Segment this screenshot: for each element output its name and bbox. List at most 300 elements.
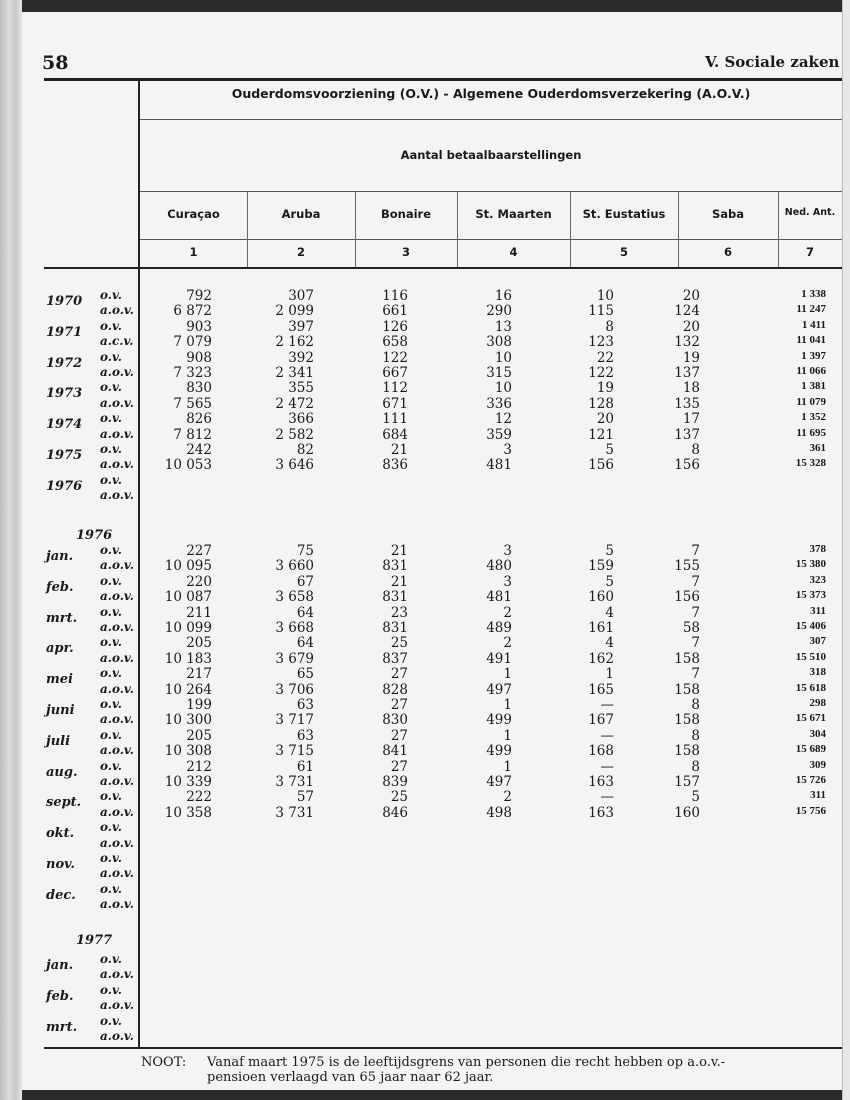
table-cell: 13 xyxy=(494,318,512,335)
table-cell: 7 xyxy=(691,573,700,590)
table-cell: 17 xyxy=(682,411,700,428)
table-cell: 212 xyxy=(186,758,212,775)
table-cell: 1 411 xyxy=(801,318,826,331)
type-label-ov: o.v. xyxy=(100,727,122,742)
column-number: 4 xyxy=(509,245,518,259)
column-divider xyxy=(570,191,571,267)
table-cell: 841 xyxy=(382,743,408,760)
table-cell: 63 xyxy=(296,697,314,713)
table-cell: 10 053 xyxy=(164,457,212,474)
table-cell: 7 565 xyxy=(173,395,212,412)
table-cell: 11 066 xyxy=(796,365,826,377)
table-cell: 65 xyxy=(296,666,314,683)
table-cell: 828 xyxy=(382,681,408,698)
table-cell: 10 264 xyxy=(164,681,212,698)
table-cell: 903 xyxy=(186,318,212,335)
table-cell: 25 xyxy=(390,635,408,652)
type-label-ov: o.v. xyxy=(100,952,122,966)
type-label-ov: o.v. xyxy=(100,573,122,588)
column-header: Ned. Ant. xyxy=(784,207,836,218)
type-label-aov: a.o.v. xyxy=(100,743,134,758)
table-cell: 20 xyxy=(682,318,700,335)
table-cell: 162 xyxy=(588,650,614,667)
table-cell: 3 658 xyxy=(275,589,314,606)
type-label-ov: o.v. xyxy=(100,543,122,557)
type-label-ov: o.v. xyxy=(100,697,122,711)
table-cell: 392 xyxy=(288,349,314,366)
table-cell: 361 xyxy=(809,442,826,454)
column-number: 1 xyxy=(189,245,198,259)
type-label-aov: a.o.v. xyxy=(100,365,134,379)
table-cell: 160 xyxy=(588,589,614,606)
table-cell: 156 xyxy=(674,589,700,606)
footnote xyxy=(141,1055,725,1085)
table-cell: 311 xyxy=(810,789,826,802)
column-divider xyxy=(247,191,248,267)
table-cell: 831 xyxy=(382,558,408,575)
type-label-ov: o.v. xyxy=(100,1013,122,1028)
table-cell: 15 373 xyxy=(795,589,826,602)
table-cell: 211 xyxy=(186,604,212,621)
table-cell: 22 xyxy=(596,349,614,366)
table-cell: 837 xyxy=(382,650,408,667)
table-cell: 355 xyxy=(288,380,314,397)
header-rule xyxy=(140,239,842,240)
table-cell: 3 717 xyxy=(275,712,314,729)
table-cell: 830 xyxy=(186,380,212,397)
table-cell: 137 xyxy=(674,365,700,381)
table-cell: 21 xyxy=(390,573,408,590)
table-cell: 5 xyxy=(605,543,614,559)
table-cell: 156 xyxy=(674,457,700,474)
table-cell: 497 xyxy=(486,681,512,698)
table-cell: 121 xyxy=(588,426,614,443)
table-cell: 4 xyxy=(605,635,614,652)
column-header: St. Maarten xyxy=(475,207,552,221)
table-cell: 19 xyxy=(596,380,614,397)
table-cell: 1 338 xyxy=(801,288,826,300)
table-cell: 27 xyxy=(390,697,408,713)
table-cell: 156 xyxy=(588,457,614,474)
table-cell: 1 xyxy=(605,666,614,683)
column-divider xyxy=(457,191,458,267)
table-cell: 63 xyxy=(296,727,314,744)
table-cell: 10 xyxy=(494,380,512,397)
table-cell: 64 xyxy=(296,635,314,652)
table-cell: 8 xyxy=(691,727,700,744)
table-cell: 336 xyxy=(486,395,512,412)
table-cell: 58 xyxy=(682,620,700,636)
column-divider xyxy=(678,191,679,267)
table-cell: 15 328 xyxy=(795,457,826,470)
row-label: 1972 xyxy=(46,355,83,371)
table-cell: 205 xyxy=(186,635,212,652)
table-cell: 366 xyxy=(288,411,314,428)
row-label: 1970 xyxy=(46,294,83,309)
row-label: feb. xyxy=(46,988,74,1004)
type-label-ov: o.v. xyxy=(100,666,122,681)
type-label-aov: a.o.v. xyxy=(100,712,134,727)
table-cell: 3 xyxy=(503,442,512,458)
table-cell: 10 095 xyxy=(164,558,212,575)
row-label: juni xyxy=(46,703,75,718)
table-cell: 480 xyxy=(486,558,512,575)
type-label-ov: o.v. xyxy=(100,851,122,865)
table-cell: 2 341 xyxy=(275,365,314,381)
table-cell: 5 xyxy=(605,573,614,590)
table-cell: 126 xyxy=(382,318,408,335)
type-label-aov: a.o.v. xyxy=(100,681,134,696)
type-label-ov: o.v. xyxy=(100,820,122,835)
table-cell: 168 xyxy=(588,743,614,760)
table-cell: 21 xyxy=(390,442,408,458)
table-cell: 10 xyxy=(596,288,614,304)
table-cell: 23 xyxy=(390,604,408,621)
table-cell: 3 679 xyxy=(275,650,314,667)
table-cell: 311 xyxy=(810,604,826,617)
table-cell: — xyxy=(600,697,614,713)
row-label: jan. xyxy=(46,549,74,564)
table-cell: 499 xyxy=(486,712,512,729)
table-bottom-rule xyxy=(44,1047,842,1049)
table-cell: 5 xyxy=(605,442,614,458)
column-header: Saba xyxy=(711,207,745,221)
table-cell: 908 xyxy=(186,349,212,366)
type-label-ov: o.v. xyxy=(100,758,122,773)
table-cell: 157 xyxy=(674,774,700,790)
table-cell: 7 812 xyxy=(173,426,212,443)
table-cell: 15 726 xyxy=(795,774,826,786)
table-cell: 5 xyxy=(691,789,700,806)
table-cell: 10 099 xyxy=(164,620,212,636)
type-label-ov: o.v. xyxy=(100,635,122,650)
table-cell: 3 xyxy=(503,573,512,590)
table-cell: 11 041 xyxy=(796,334,826,347)
type-label-aov: a.o.v. xyxy=(100,303,134,318)
table-cell: 75 xyxy=(296,543,314,559)
column-number: 7 xyxy=(805,245,814,259)
type-label-aov: a.o.v. xyxy=(100,589,134,604)
table-cell: 3 660 xyxy=(275,558,314,575)
table-cell: 112 xyxy=(382,380,408,397)
table-title: Ouderdomsvoorziening (O.V.) - Algemene Ouderdomsverzekering (A.O.V.) xyxy=(231,86,751,101)
table-cell: 10 339 xyxy=(164,774,212,790)
table-cell: 846 xyxy=(382,804,408,821)
table-cell: 167 xyxy=(588,712,614,729)
table-cell: 307 xyxy=(809,635,826,648)
table-cell: 318 xyxy=(809,666,826,679)
table-cell: 82 xyxy=(296,442,314,458)
header-rule xyxy=(140,191,842,192)
table-cell: 11 695 xyxy=(796,426,826,439)
table-cell: 19 xyxy=(682,349,700,366)
table-cell: 481 xyxy=(486,589,512,606)
type-label-aov: a.o.v. xyxy=(100,998,134,1013)
row-label: mrt. xyxy=(46,610,78,626)
table-cell: 2 162 xyxy=(275,334,314,351)
footnote-line-1: Vanaf maart 1975 is de leeftijdsgrens van personen die recht hebben op a.o.v.- xyxy=(207,1055,726,1070)
table-cell: 489 xyxy=(486,620,512,636)
table-cell: 839 xyxy=(382,774,408,790)
type-label-ov: o.v. xyxy=(100,349,122,364)
table-cell: 1 xyxy=(503,666,512,683)
table-cell: 2 xyxy=(503,604,512,621)
table-cell: 671 xyxy=(382,395,408,412)
column-number: 2 xyxy=(296,245,305,259)
type-label-aov: a.c.v. xyxy=(100,334,134,349)
table-cell: 836 xyxy=(382,457,408,474)
table-cell: 227 xyxy=(186,543,212,559)
table-cell: 1 xyxy=(503,758,512,775)
table-cell: 667 xyxy=(382,365,408,381)
column-number: 5 xyxy=(619,245,628,259)
table-cell: 684 xyxy=(382,426,408,443)
table-cell: 25 xyxy=(390,789,408,806)
type-label-aov: a.o.v. xyxy=(100,835,134,850)
table-cell: 220 xyxy=(186,573,212,590)
row-label: mei xyxy=(46,672,73,688)
type-label-ov: o.v. xyxy=(100,982,122,997)
table-cell: 499 xyxy=(486,743,512,760)
table-cell: 124 xyxy=(674,303,700,320)
row-label: okt. xyxy=(46,826,75,842)
row-label: dec. xyxy=(46,887,76,903)
type-label-ov: o.v. xyxy=(100,789,122,804)
table-cell: 830 xyxy=(382,712,408,729)
table-cell: 2 472 xyxy=(275,395,314,412)
type-label-aov: a.o.v. xyxy=(100,866,134,881)
table-cell: 290 xyxy=(486,303,512,320)
table-cell: 137 xyxy=(674,426,700,443)
type-label-aov: a.o.v. xyxy=(100,804,134,819)
table-cell: 304 xyxy=(809,727,826,740)
table-cell: 3 715 xyxy=(275,743,314,760)
facing-page-edge xyxy=(842,0,850,1100)
table-cell: 1 xyxy=(503,727,512,744)
page-number: 58 xyxy=(42,52,69,74)
table-cell: 826 xyxy=(186,411,212,428)
table-cell: 831 xyxy=(382,589,408,606)
table-cell: 15 689 xyxy=(795,743,826,756)
type-label-ov: o.v. xyxy=(100,442,122,456)
table-cell: 498 xyxy=(486,804,512,821)
type-label-aov: a.o.v. xyxy=(100,457,134,472)
table-cell: 2 xyxy=(503,789,512,806)
table-cell: 308 xyxy=(486,334,512,351)
table-cell: 7 xyxy=(691,635,700,652)
table-cell: 20 xyxy=(596,411,614,428)
table-cell: 61 xyxy=(296,758,314,775)
type-label-aov: a.o.v. xyxy=(100,774,134,788)
type-label-ov: o.v. xyxy=(100,472,122,487)
table-cell: 792 xyxy=(186,288,212,304)
table-cell: 128 xyxy=(588,395,614,412)
column-header: Curaçao xyxy=(167,207,220,221)
column-header: Aruba xyxy=(281,207,321,221)
table-cell: — xyxy=(600,758,614,775)
header-rule xyxy=(140,119,842,120)
table-cell: 397 xyxy=(288,318,314,335)
table-cell: 298 xyxy=(809,697,826,709)
table-cell: 158 xyxy=(674,650,700,667)
table-cell: 15 510 xyxy=(795,650,826,663)
table-cell: 8 xyxy=(605,318,614,335)
table-cell: 307 xyxy=(288,288,314,304)
type-label-ov: o.v. xyxy=(100,411,122,426)
table-cell: 7 079 xyxy=(173,334,212,351)
footnote-line-2: pensioen verlaagd van 65 jaar naar 62 jaar. xyxy=(207,1070,494,1085)
table-cell: 111 xyxy=(382,411,408,428)
row-label: 1975 xyxy=(46,448,83,463)
table-cell: 15 671 xyxy=(795,712,826,725)
table-cell: — xyxy=(600,727,614,744)
column-header: Bonaire xyxy=(380,207,432,221)
table-cell: 7 xyxy=(691,604,700,621)
table-cell: 158 xyxy=(674,712,700,729)
table-cell: 4 xyxy=(605,604,614,621)
table-cell: 20 xyxy=(682,288,700,304)
table-cell: 15 756 xyxy=(795,804,826,817)
row-label: 1976 xyxy=(46,478,83,494)
table-cell: 122 xyxy=(588,365,614,381)
table-cell: 7 xyxy=(691,543,700,559)
row-label: mrt. xyxy=(46,1019,78,1035)
table-cell: 661 xyxy=(382,303,408,320)
row-label: aug. xyxy=(46,764,78,780)
row-label: 1971 xyxy=(46,324,83,340)
stub-column-rule xyxy=(138,81,140,1047)
table-cell: 315 xyxy=(486,365,512,381)
table-cell: 3 731 xyxy=(275,804,314,821)
table-cell: 481 xyxy=(486,457,512,474)
row-label: 1974 xyxy=(46,417,83,433)
table-cell: 323 xyxy=(809,573,826,586)
table-cell: 155 xyxy=(674,558,700,575)
row-label: nov. xyxy=(46,857,75,872)
table-cell: 199 xyxy=(186,697,212,713)
table-cell: 161 xyxy=(588,620,614,636)
table-cell: 123 xyxy=(588,334,614,351)
table-cell: 18 xyxy=(682,380,700,397)
table-cell: 11 247 xyxy=(796,303,826,316)
column-divider xyxy=(778,191,779,267)
table-cell: 21 xyxy=(390,543,408,559)
table-cell: 163 xyxy=(588,804,614,821)
year-heading: 1976 xyxy=(76,528,113,543)
table-cell: 2 099 xyxy=(275,303,314,320)
table-cell: 163 xyxy=(588,774,614,790)
table-cell: 10 308 xyxy=(164,743,212,760)
table-cell: 15 406 xyxy=(795,620,826,632)
column-header: St. Eustatius xyxy=(582,207,666,221)
table-cell: 135 xyxy=(674,395,700,412)
table-cell: 8 xyxy=(691,697,700,713)
row-label: feb. xyxy=(46,579,74,595)
footnote-key: NOOT: xyxy=(141,1055,187,1070)
table-cell: 158 xyxy=(674,681,700,698)
table-cell: 15 380 xyxy=(795,558,826,571)
table-cell: 7 323 xyxy=(173,365,212,381)
table-cell: 15 618 xyxy=(795,681,826,694)
type-label-aov: a.o.v. xyxy=(100,650,134,665)
table-cell: 12 xyxy=(494,411,512,428)
table-cell: 217 xyxy=(186,666,212,683)
table-cell: 3 xyxy=(503,543,512,559)
table-cell: 359 xyxy=(486,426,512,443)
type-label-aov: a.o.v. xyxy=(100,1029,134,1043)
table-cell: 8 xyxy=(691,758,700,775)
row-label: apr. xyxy=(46,641,74,657)
table-cell: 1 xyxy=(503,697,512,713)
header-bottom-rule xyxy=(44,267,842,269)
type-label-aov: a.o.v. xyxy=(100,620,134,634)
table-cell: 67 xyxy=(296,573,314,590)
table-cell: 159 xyxy=(588,558,614,575)
table-cell: 10 183 xyxy=(164,650,212,667)
type-label-aov: a.o.v. xyxy=(100,558,134,573)
type-label-aov: a.o.v. xyxy=(100,897,134,912)
type-label-aov: a.o.v. xyxy=(100,395,134,410)
type-label-ov: o.v. xyxy=(100,604,122,619)
table-cell: 3 731 xyxy=(275,774,314,790)
table-cell: 115 xyxy=(588,303,614,320)
table-cell: 158 xyxy=(674,743,700,760)
table-top-rule xyxy=(44,78,842,81)
table-cell: 491 xyxy=(486,650,512,667)
table-cell: 8 xyxy=(691,442,700,458)
year-heading: 1977 xyxy=(76,933,113,948)
row-label: jan. xyxy=(46,958,74,973)
table-subtitle: Aantal betaalbaarstellingen xyxy=(400,148,582,162)
table-cell: 242 xyxy=(186,442,212,458)
table-cell: 116 xyxy=(382,288,408,304)
column-number: 3 xyxy=(401,245,410,259)
row-label: 1973 xyxy=(46,386,83,402)
table-cell: 160 xyxy=(674,804,700,821)
type-label-aov: a.o.v. xyxy=(100,426,134,441)
type-label-ov: o.v. xyxy=(100,881,122,896)
table-cell: 10 087 xyxy=(164,589,212,606)
table-cell: 205 xyxy=(186,727,212,744)
column-divider xyxy=(355,191,356,267)
column-number: 6 xyxy=(723,245,732,259)
table-cell: 10 300 xyxy=(164,712,212,729)
table-cell: 7 xyxy=(691,666,700,683)
table-cell: 6 872 xyxy=(173,303,212,320)
type-label-ov: o.v. xyxy=(100,380,122,395)
type-label-aov: a.o.v. xyxy=(100,488,134,503)
table-cell: 27 xyxy=(390,666,408,683)
table-cell: 57 xyxy=(296,789,314,806)
table-cell: 2 xyxy=(503,635,512,652)
table-cell: 27 xyxy=(390,758,408,775)
row-label: juli xyxy=(46,733,71,749)
table-cell: 222 xyxy=(186,789,212,806)
table-cell: 1 397 xyxy=(801,349,826,362)
table-cell: — xyxy=(600,789,614,806)
row-label: sept. xyxy=(46,795,82,811)
table-cell: 3 668 xyxy=(275,620,314,636)
table-cell: 1 352 xyxy=(801,411,826,424)
table-cell: 3 646 xyxy=(275,457,314,474)
book-edge xyxy=(0,0,22,1100)
table-cell: 658 xyxy=(382,334,408,351)
table-cell: 10 xyxy=(494,349,512,366)
table-cell: 1 381 xyxy=(801,380,826,393)
table-cell: 165 xyxy=(588,681,614,698)
type-label-ov: o.v. xyxy=(100,288,122,302)
table-cell: 132 xyxy=(674,334,700,351)
